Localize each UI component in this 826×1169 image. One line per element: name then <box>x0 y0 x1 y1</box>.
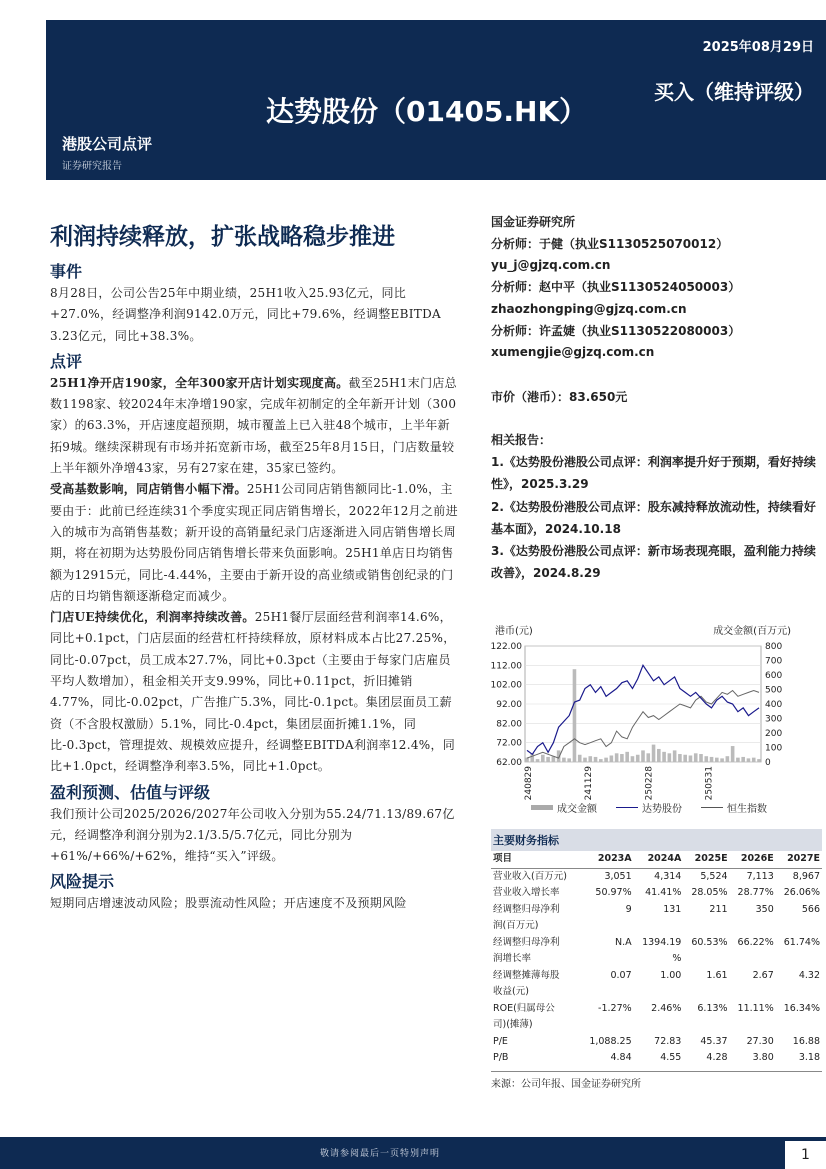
row-label: 营业收入增长率 <box>493 887 560 898</box>
volume-bar <box>583 758 587 762</box>
y-left-tick: 112.00 <box>491 661 522 672</box>
legend-index-swatch <box>701 807 723 808</box>
table-cell: N.A <box>615 936 632 948</box>
table-cell: 1.00 <box>660 969 682 981</box>
table-cell: 2.67 <box>752 969 774 981</box>
table-row <box>491 935 822 952</box>
report-header <box>46 20 826 180</box>
market-price: 市价（港币）：83.650元 <box>491 389 628 404</box>
comment-para-3 <box>50 607 462 777</box>
volume-bar <box>736 758 740 762</box>
page-footer <box>0 1137 826 1169</box>
analyst-3: 分析师：许孟婕（执业S1130522080003） <box>491 323 741 338</box>
row-label: 营业收入(百万元) <box>493 870 567 882</box>
related-reports-heading: 相关报告： <box>491 432 552 447</box>
side-column <box>491 212 821 585</box>
volume-bar <box>578 755 582 762</box>
volume-bar <box>631 756 635 762</box>
volume-bar <box>710 757 714 762</box>
stock-line <box>527 665 759 754</box>
volume-bar <box>636 755 640 762</box>
volume-bar <box>673 750 677 762</box>
table-row <box>491 968 822 985</box>
volume-bar <box>683 755 687 762</box>
row-label: 经调整归母净利 <box>493 903 560 915</box>
table-cell: 3.80 <box>752 1052 774 1063</box>
institute-name: 国金证券研究所 <box>491 215 576 229</box>
y-left-tick: 82.00 <box>496 719 522 730</box>
volume-bar <box>525 758 529 762</box>
table-source: 来源：公司年报、国金证券研究所 <box>491 1071 822 1090</box>
table-cell: 28.77% <box>737 887 774 898</box>
table-cell: 27.30 <box>746 1035 774 1047</box>
table-cell: 4.32 <box>798 969 820 981</box>
table-cell <box>776 918 822 935</box>
volume-bar <box>620 754 624 762</box>
chart-canvas <box>491 634 821 812</box>
table-cell <box>776 1017 822 1034</box>
section-forecast: 盈利预测、估值与评级 <box>50 782 211 802</box>
risk-text: 短期同店增速波动风险；股票流动性风险；开店速度不及预期风险 <box>50 896 407 911</box>
table-cell: 2027E <box>776 851 822 868</box>
table-row <box>491 951 822 968</box>
volume-bar <box>610 755 614 762</box>
left-axis-label: 港币(元) <box>495 626 533 637</box>
comment-3-lead: 门店UE持续优化，利润率持续改善。 <box>50 610 255 625</box>
table-cell <box>683 918 729 935</box>
table-cell <box>730 918 776 935</box>
volume-bar <box>567 758 571 762</box>
volume-bar <box>541 755 545 762</box>
volume-bar <box>562 758 566 762</box>
table-cell: 3.18 <box>798 1052 820 1063</box>
comment-2-body: 25H1公司同店销售额同比-1.0%，主要由于：此前已经连续31个季度实现正同店销售增长，2022年12月之前进入的城市为高销售基数；新开设的高销量纪录门店逐渐进入同店销售增长周期，将在初期为达势股份同店销售增长带来负面影响。25H1单店日均销售额为12915元，同比-4.44%，主要由于新开设的高业绩或销售创纪录的门店的日均销售额逐渐稳定而减少。 <box>50 482 458 603</box>
table-cell: 566 <box>801 903 820 915</box>
y-right-tick: 300 <box>765 714 783 725</box>
table-cell: 2025E <box>683 851 729 868</box>
table-cell <box>730 951 776 968</box>
volume-bar <box>731 746 735 762</box>
table-cell: 2.46% <box>651 1002 682 1014</box>
table-cell <box>634 984 684 1001</box>
volume-bar <box>546 757 550 762</box>
volume-bar <box>536 759 540 762</box>
report-kind: 港股公司点评 <box>62 135 153 153</box>
table-cell <box>683 1017 729 1034</box>
row-label: 项目 <box>491 851 580 868</box>
footer-disclaimer: 敬请参阅最后一页特别声明 <box>320 1149 441 1159</box>
legend-index-label: 恒生指数 <box>727 804 767 815</box>
y-left-tick: 102.00 <box>491 680 522 691</box>
volume-bar <box>652 745 656 762</box>
legend-stock <box>616 800 682 815</box>
x-tick: 250531 <box>704 766 715 801</box>
table-cell: 16.34% <box>783 1002 820 1014</box>
table-cell: 11.11% <box>737 1002 774 1014</box>
comment-1-body: 截至25H1末门店总数1198家、较2024年末净增190家，完成年初制定的全年新开计划（300家）的63.3%，开店速度超预期，城市覆盖上已入驻48个城市，上半年新拓9城。继续深耕现有市场并拓宽新市场，截至25年8月15日，门店数量较上半年额外净增43家，另有27家在建，35家已签约。 <box>50 375 457 476</box>
volume-bar <box>599 759 603 762</box>
volume-bar <box>694 753 698 762</box>
row-label: ROE(归属母公 <box>493 1002 555 1014</box>
table-cell: 4.55 <box>660 1052 682 1063</box>
table-row <box>491 902 822 919</box>
volume-bar <box>604 758 608 762</box>
price-chart <box>491 622 821 817</box>
right-axis-label: 成交金额(百万元) <box>713 626 791 637</box>
table-row <box>491 1050 822 1067</box>
table-cell: 16.88 <box>792 1035 820 1047</box>
y-right-tick: 200 <box>765 729 783 739</box>
volume-bar <box>704 756 708 762</box>
row-label: P/B <box>493 1052 509 1063</box>
volume-bar <box>678 754 682 762</box>
x-tick: 250228 <box>644 766 655 801</box>
report-title: 达势股份（01405.HK） <box>266 95 588 128</box>
table-cell <box>634 918 684 935</box>
page-number: 1 <box>785 1141 826 1169</box>
table-cell: 0.07 <box>610 969 632 981</box>
comment-2-lead: 受高基数影响，同店销售小幅下滑。 <box>50 482 247 497</box>
volume-bar <box>657 749 661 762</box>
event-text: 8月28日，公司公告25年中期业绩，25H1收入25.93亿元，同比+27.0%，经调整净利润9142.0万元，同比+79.6%，经调整EBITDA 3.23亿元，同比+38.3%。 <box>50 286 441 343</box>
table-cell: 41.41% <box>645 887 682 898</box>
table-cell <box>776 984 822 1001</box>
table-cell: 60.53% <box>691 936 728 948</box>
analyst-2-email: zhaozhongping@gjzq.com.cn <box>491 301 687 316</box>
table-cell: 4,314 <box>654 870 682 882</box>
legend-volume-swatch <box>531 805 553 810</box>
table-cell: 4.84 <box>610 1052 632 1063</box>
analyst-1-email: yu_j@gjzq.com.cn <box>491 258 611 273</box>
legend-volume <box>531 800 597 815</box>
table-cell: 45.37 <box>700 1035 728 1047</box>
row-label: 司)(摊薄) <box>493 1019 533 1030</box>
volume-bar <box>720 758 724 762</box>
table-cell: 28.05% <box>691 887 728 898</box>
report-date: 2025年08月29日 <box>702 40 814 55</box>
table-cell: 7,113 <box>746 870 774 882</box>
table-cell: 131 <box>663 903 682 915</box>
volume-bar <box>625 752 629 762</box>
table-cell: 3,051 <box>604 870 632 882</box>
volume-bar <box>573 669 577 762</box>
table-cell: 1394.19 <box>642 936 682 948</box>
y-left-tick: 62.00 <box>496 758 522 768</box>
table-cell: 2026E <box>730 851 776 868</box>
table-cell: 5,524 <box>700 870 728 882</box>
table-cell: 66.22% <box>737 936 774 948</box>
row-label: 收益(元) <box>493 986 529 997</box>
related-report: 3.《达势股份港股公司点评：新市场表现亮眼，盈利能力持续改善》，2024.8.29 <box>491 544 816 581</box>
y-right-tick: 600 <box>765 671 783 681</box>
comment-3-body: 25H1餐厅层面经营利润率14.6%，同比+0.1pct，门店层面的经营杠杆持续释放，原材料成本占比27.25%，同比-0.07pct，员工成本27.7%，同比+0.3pct（主要由于每家门店雇员平均人数增加），租金相关开支9.99%，同比+0.11pct，折旧摊销4.77%，同比-0.02pct，广告推广5.3%，同比-0.1pct。集团层面员工薪资（不含股权激励）5.1%，同比-0.4pct，集团层面折摊1.1%，同比-0.3pct，管理提效、规模效应提升，经调整EBITDA利润率12.4%，同比+1.0pct，经调整净利率3.5%，同比+1.0pct。 <box>50 610 456 774</box>
table-row <box>491 868 822 885</box>
x-tick: 241129 <box>584 766 595 801</box>
volume-bar <box>752 758 756 762</box>
table-cell <box>683 984 729 1001</box>
row-label: 润增长率 <box>493 953 532 964</box>
y-right-tick: 100 <box>765 743 783 754</box>
table-row <box>491 984 822 1001</box>
volume-bar <box>689 755 693 762</box>
volume-bar <box>668 753 672 762</box>
y-right-tick: 400 <box>765 700 783 710</box>
table-cell: 50.97% <box>595 887 632 898</box>
analyst-3-email: xumengjie@gjzq.com.cn <box>491 345 655 360</box>
report-subtype: 证券研究报告 <box>62 161 122 172</box>
section-risk: 风险提示 <box>50 872 115 892</box>
related-report: 1.《达势股份港股公司点评：利润率提升好于预期，看好持续性》，2025.3.29 <box>491 454 816 492</box>
table-cell: -1.27% <box>598 1002 632 1014</box>
volume-bar <box>588 756 592 762</box>
volume-bar <box>757 759 761 762</box>
table-cell: % <box>672 953 682 964</box>
section-comment: 点评 <box>50 351 83 371</box>
volume-bar <box>747 758 751 762</box>
table-cell: 1,088.25 <box>589 1035 632 1047</box>
comment-1-lead: 25H1净开店190家，全年300家开店计划实现度高。 <box>50 375 349 390</box>
volume-bar <box>615 753 619 762</box>
volume-bar <box>699 754 703 762</box>
volume-bar <box>641 750 645 762</box>
row-label: 经调整摊薄每股 <box>493 969 560 981</box>
table-row <box>491 1034 822 1051</box>
table-cell: 6.13% <box>697 1002 728 1014</box>
rating-badge: 买入（维持评级） <box>654 80 814 104</box>
table-cell: 61.74% <box>783 936 820 948</box>
table-cell: 2024A <box>634 851 684 868</box>
headline: 利润持续释放，扩张战略稳步推进 <box>50 224 395 250</box>
x-tick: 240829 <box>524 766 534 801</box>
table-cell: 4.28 <box>706 1052 728 1063</box>
table-cell <box>776 951 822 968</box>
table-row <box>491 1001 822 1018</box>
table-cell <box>730 984 776 1001</box>
legend-stock-swatch <box>616 807 638 809</box>
legend-volume-label: 成交金额 <box>557 804 597 815</box>
financial-table-panel <box>491 829 822 1090</box>
comment-para-2 <box>50 479 462 607</box>
table-cell: 9 <box>625 903 632 915</box>
table-cell: 72.83 <box>654 1035 682 1047</box>
volume-bar <box>594 757 598 762</box>
comment-para-1 <box>50 373 462 479</box>
related-report: 2.《达势股份港股公司点评：股东减持释放流动性，持续看好基本面》，2024.10.18 <box>491 499 816 536</box>
table-row <box>491 918 822 935</box>
volume-bar <box>726 756 730 762</box>
table-cell: 2023A <box>580 851 633 868</box>
table-row <box>491 1017 822 1034</box>
analyst-1: 分析师：于健（执业S1130525070012） <box>491 236 729 251</box>
volume-bar <box>715 758 719 762</box>
table-header-row <box>491 851 822 868</box>
row-label: 经调整归母净利 <box>493 936 560 948</box>
table-cell <box>730 1017 776 1034</box>
table-cell <box>634 1017 684 1034</box>
y-left-tick: 72.00 <box>496 738 522 749</box>
table-cell <box>580 918 633 935</box>
y-right-tick: 500 <box>765 685 783 696</box>
table-cell <box>683 951 729 968</box>
y-right-tick: 800 <box>765 642 783 652</box>
legend-stock-label: 达势股份 <box>642 804 682 815</box>
table-cell: 211 <box>709 903 728 915</box>
table-cell: 1.61 <box>706 969 728 981</box>
table-cell <box>580 951 633 968</box>
table-cell: 350 <box>755 903 774 915</box>
analyst-2: 分析师：赵中平（执业S1130524050003） <box>491 280 741 295</box>
y-right-tick: 700 <box>765 656 783 667</box>
row-label: 润(百万元) <box>493 920 539 931</box>
section-event: 事件 <box>50 262 83 281</box>
financial-table-title: 主要财务指标 <box>491 829 822 851</box>
y-right-tick: 0 <box>765 758 771 768</box>
volume-bar <box>662 752 666 762</box>
volume-bar <box>741 757 745 762</box>
table-cell: 8,967 <box>792 870 820 882</box>
y-left-tick: 122.00 <box>491 642 522 652</box>
table-cell <box>580 1017 633 1034</box>
forecast-text: 我们预计公司2025/2026/2027年公司收入分别为55.24/71.13/89.67亿元，经调整净利润分别为2.1/3.5/5.7亿元，同比分别为+61%/+66%/+62%，维持“买入”评级。 <box>50 806 455 864</box>
table-row <box>491 885 822 902</box>
main-column <box>50 218 462 915</box>
volume-bar <box>646 753 650 762</box>
table-cell <box>580 984 633 1001</box>
financial-table <box>491 851 822 1067</box>
legend-index <box>701 800 767 815</box>
y-left-tick: 92.00 <box>496 700 522 710</box>
table-cell: 26.06% <box>783 887 820 898</box>
row-label: P/E <box>493 1035 508 1047</box>
